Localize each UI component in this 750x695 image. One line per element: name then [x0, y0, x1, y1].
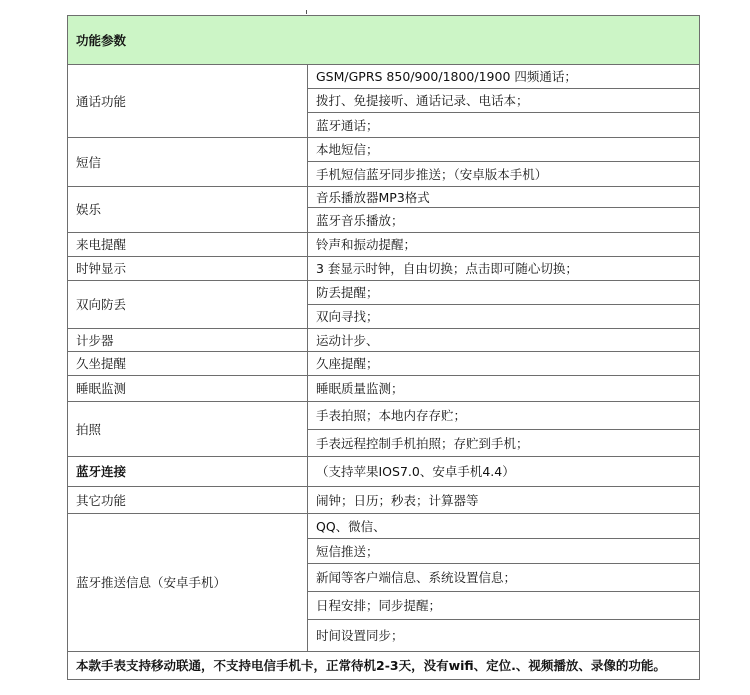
value-cell: QQ、微信、	[308, 514, 700, 539]
table-row	[68, 487, 700, 514]
category-cell: 娱乐	[68, 187, 308, 233]
value-cell: 久座提醒；	[308, 352, 700, 376]
value-cell: 3 套显示时钟，自由切换；点击即可随心切换；	[308, 257, 700, 281]
category-cell: 时钟显示	[68, 257, 308, 281]
table-row	[68, 329, 700, 352]
value-cell: 铃声和振动提醒；	[308, 233, 700, 257]
category-cell: 双向防丢	[68, 281, 308, 329]
category-cell: 睡眠监测	[68, 376, 308, 402]
value-cell: 音乐播放器MP3格式	[308, 187, 700, 208]
table-row	[68, 457, 700, 487]
table-row	[68, 138, 700, 162]
value-cell: 新闻等客户端信息、系统设置信息；	[308, 564, 700, 592]
category-cell: 计步器	[68, 329, 308, 352]
table-title: 功能参数	[68, 16, 700, 65]
category-cell: 拍照	[68, 402, 308, 457]
value-cell: （支持苹果IOS7.0、安卓手机4.4）	[308, 457, 700, 487]
value-cell: 防丢提醒；	[308, 281, 700, 305]
value-cell: 日程安排；同步提醒；	[308, 592, 700, 620]
value-cell: 蓝牙通话；	[308, 113, 700, 138]
footer-row	[68, 652, 700, 680]
table-row	[68, 402, 700, 430]
value-cell: 本地短信；	[308, 138, 700, 162]
value-cell: 手表拍照；本地内存存贮；	[308, 402, 700, 430]
table-row	[68, 376, 700, 402]
category-cell: 来电提醒	[68, 233, 308, 257]
title-row	[68, 16, 700, 65]
category-cell: 其它功能	[68, 487, 308, 514]
value-cell: 闹钟；日历；秒表；计算器等	[308, 487, 700, 514]
table-row	[68, 352, 700, 376]
value-cell: 运动计步、	[308, 329, 700, 352]
value-cell: 拨打、免提接听、通话记录、电话本；	[308, 89, 700, 113]
top-tick-mark	[306, 10, 307, 14]
table-row	[68, 233, 700, 257]
table-row	[68, 257, 700, 281]
value-cell: GSM/GPRS 850/900/1800/1900 四频通话；	[308, 65, 700, 89]
footer-note: 本款手表支持移动联通，不支持电信手机卡，正常待机2-3天，没有wifi、定位.、视频播放、录像的功能。	[68, 652, 700, 680]
category-cell: 久坐提醒	[68, 352, 308, 376]
spec-table	[67, 15, 700, 680]
value-cell: 手机短信蓝牙同步推送；（安卓版本手机）	[308, 162, 700, 187]
table-row	[68, 187, 700, 208]
table-row	[68, 514, 700, 539]
table-row	[68, 281, 700, 305]
category-cell: 短信	[68, 138, 308, 187]
value-cell: 时间设置同步；	[308, 620, 700, 652]
category-cell: 蓝牙连接	[68, 457, 308, 487]
category-cell: 蓝牙推送信息（安卓手机）	[68, 514, 308, 652]
value-cell: 手表远程控制手机拍照；存贮到手机；	[308, 430, 700, 457]
value-cell: 蓝牙音乐播放；	[308, 208, 700, 233]
value-cell: 睡眠质量监测；	[308, 376, 700, 402]
value-cell: 双向寻找；	[308, 305, 700, 329]
value-cell: 短信推送；	[308, 539, 700, 564]
category-cell: 通话功能	[68, 65, 308, 138]
table-row	[68, 65, 700, 89]
